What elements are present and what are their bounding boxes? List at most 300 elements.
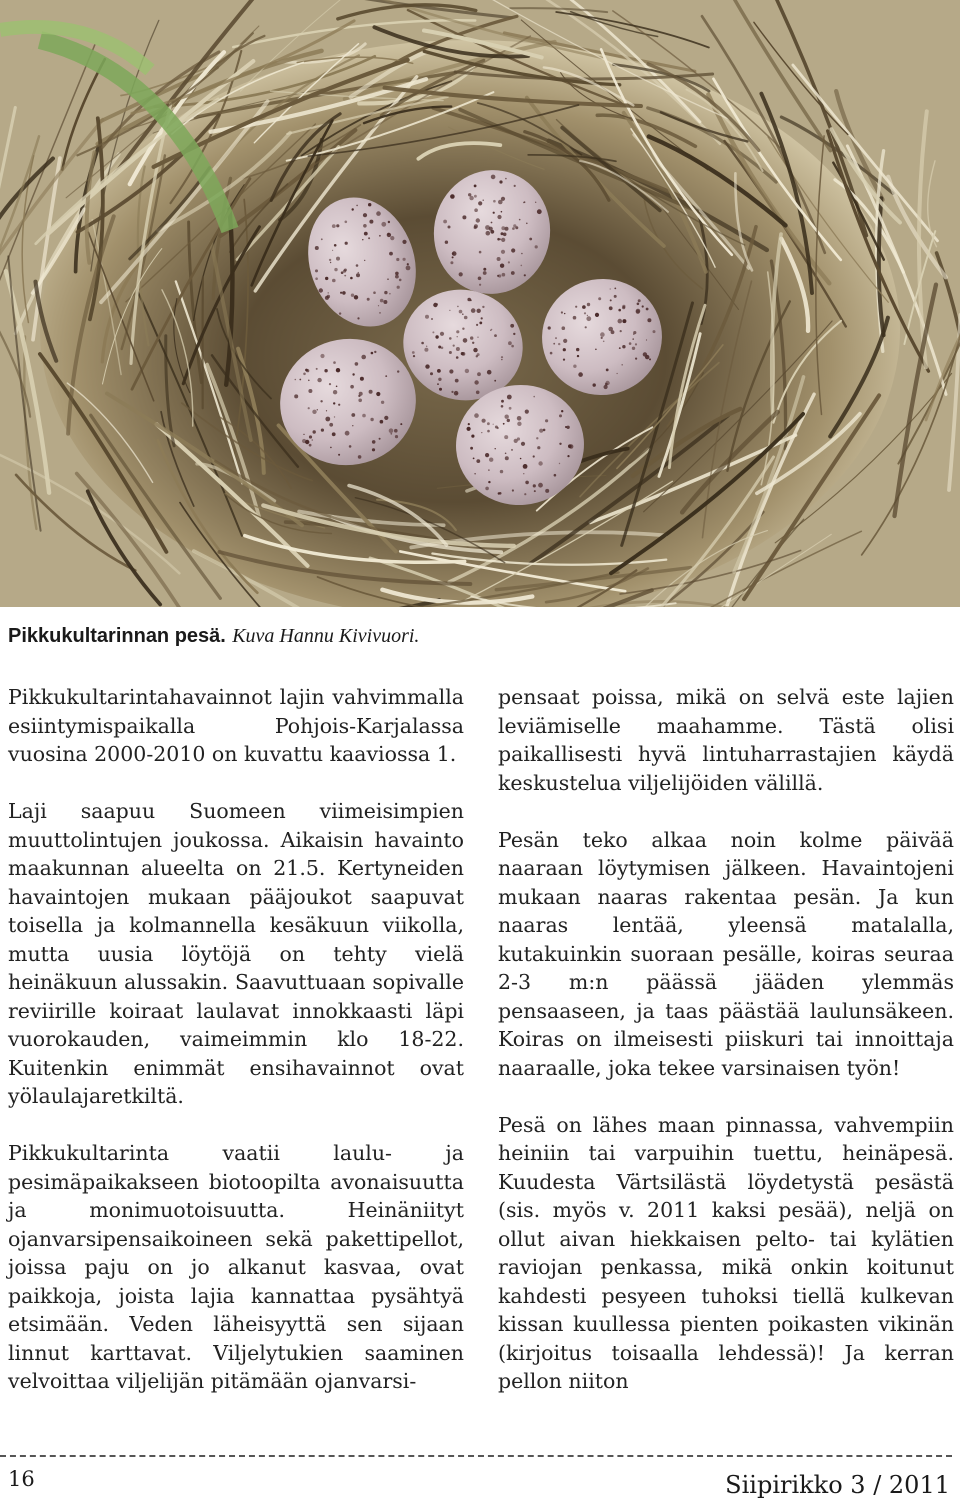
egg-speckle [312, 410, 316, 414]
egg-speckle [511, 345, 514, 348]
egg-speckle [491, 329, 492, 330]
egg-speckle [561, 311, 563, 313]
egg-speckle [470, 336, 473, 339]
egg-speckle [508, 341, 512, 345]
egg-speckle [471, 308, 476, 313]
egg-speckle [384, 416, 388, 420]
egg-speckle [497, 215, 501, 219]
egg-speckle [319, 288, 323, 292]
egg-speckle [336, 257, 340, 261]
egg-speckle [502, 273, 506, 277]
caption-label: Pikkukultarinnan pesä. [8, 625, 226, 647]
egg-speckle [622, 306, 625, 309]
egg-speckle [606, 369, 609, 372]
egg-speckle [487, 370, 492, 375]
egg-speckle [474, 208, 478, 212]
egg-speckle [380, 420, 384, 424]
egg-speckle [474, 226, 477, 229]
egg-speckle [559, 443, 561, 445]
egg-speckle [451, 391, 453, 393]
egg-speckle [396, 258, 399, 261]
egg-speckle [324, 369, 327, 372]
egg-speckle [497, 257, 501, 261]
egg-speckle [587, 315, 588, 316]
egg-speckle [334, 244, 337, 247]
egg-speckle [374, 351, 376, 353]
egg-speckle [379, 312, 380, 313]
egg-speckle [329, 259, 331, 261]
egg-speckle [456, 356, 459, 359]
egg-speckle [521, 442, 525, 446]
egg-speckle [395, 435, 398, 438]
egg-speckle [345, 221, 348, 224]
egg-speckle [387, 233, 389, 235]
egg-speckle [604, 385, 608, 389]
egg-speckle [569, 444, 574, 449]
egg-speckle [403, 258, 406, 261]
egg-speckle [456, 347, 460, 351]
egg-speckle [469, 196, 473, 200]
egg-speckle [567, 455, 569, 457]
egg-speckle [485, 487, 489, 491]
egg-speckle [493, 424, 494, 425]
egg-speckle [350, 277, 353, 280]
egg-speckle [529, 238, 532, 241]
egg-speckle [474, 185, 477, 188]
egg-speckle [595, 313, 599, 317]
egg-speckle [577, 355, 579, 357]
paragraph: Laji saapuu Suomeen viimeisimpien muuttolintujen joukossa. Aikaisin havainto maakunnan alueelta on 21.5. Kertyneiden havaintojen mukaan pääjoukot saapuvat toisella ja kolmannella kesäkuun viikolla, mutta uusia löytöjä on tehty vielä heinäkuun alussakin. Saavuttuaan sopivalle reviirille koiraat laulavat innokkaasti läpi vuorokauden, vaimeimmin klo 18-22. Kuitenkin enimmät ensihavainnot ovat yölaulajaretkiltä. [8, 799, 464, 1108]
egg-speckle [308, 389, 312, 393]
egg-speckle [453, 345, 455, 347]
egg-speckle [309, 444, 312, 447]
egg-speckle [645, 355, 649, 359]
egg-speckle [525, 410, 529, 414]
egg-speckle [501, 250, 505, 254]
egg-speckle [649, 358, 651, 360]
egg-speckle [573, 365, 576, 368]
egg-speckle [614, 295, 617, 298]
egg-speckle [633, 334, 634, 335]
egg-speckle [357, 317, 359, 319]
egg-speckle [488, 481, 490, 483]
egg-speckle [340, 292, 342, 294]
egg-speckle [489, 458, 493, 462]
egg-speckle [485, 225, 490, 230]
egg-speckle [598, 297, 601, 300]
egg-speckle [454, 391, 459, 396]
egg-speckle [535, 245, 538, 248]
egg-speckle [315, 269, 318, 272]
egg-speckle [333, 390, 337, 394]
egg-speckle [603, 341, 605, 343]
egg-speckle [562, 326, 566, 330]
egg-speckle [468, 423, 470, 425]
egg-speckle [449, 351, 452, 354]
egg-speckle [332, 279, 336, 283]
egg-speckle [352, 425, 353, 426]
egg-speckle [635, 343, 637, 345]
egg-speckle [510, 324, 514, 328]
egg-speckle [299, 379, 301, 381]
egg-speckle [498, 200, 503, 205]
egg-speckle [479, 284, 481, 286]
egg-speckle [501, 238, 505, 242]
egg-speckle [507, 395, 512, 400]
egg-speckle [351, 294, 354, 297]
egg-speckle [352, 208, 354, 210]
photo-caption [8, 622, 952, 649]
egg-speckle [501, 226, 505, 230]
egg-speckle [303, 373, 306, 376]
egg-speckle [646, 308, 649, 311]
egg-speckle [358, 399, 362, 403]
egg-speckle [400, 423, 402, 425]
egg-speckle [432, 331, 434, 333]
egg-speckle [449, 369, 453, 373]
egg-speckle [412, 351, 415, 354]
egg-speckle [474, 473, 475, 474]
egg-speckle [638, 299, 641, 302]
egg-speckle [524, 274, 526, 276]
egg-speckle [372, 440, 376, 444]
egg-speckle [478, 277, 482, 281]
egg-speckle [481, 317, 483, 319]
egg-speckle [325, 296, 329, 300]
egg-speckle [373, 291, 376, 294]
egg-speckle [637, 303, 640, 306]
egg-speckle [381, 222, 386, 227]
egg-speckle [501, 405, 504, 408]
egg-speckle [507, 419, 510, 422]
egg-speckle [503, 233, 507, 237]
egg-speckle [593, 383, 596, 386]
egg-speckle [513, 333, 515, 335]
egg-speckle [548, 326, 551, 329]
egg-speckle [533, 484, 536, 487]
egg-speckle [330, 262, 331, 263]
egg-speckle [351, 413, 355, 417]
egg-speckle [321, 238, 323, 240]
egg-speckle [413, 355, 415, 357]
egg-speckle [521, 253, 523, 255]
egg-speckle [387, 278, 389, 280]
egg-speckle [523, 464, 528, 469]
egg-speckle [500, 264, 504, 268]
egg-speckle [341, 271, 344, 274]
egg-speckle [338, 404, 340, 406]
egg-speckle [514, 439, 518, 443]
egg-speckle [619, 347, 621, 349]
egg-speckle [395, 275, 399, 279]
egg-speckle [320, 354, 324, 358]
egg-speckle [501, 211, 503, 213]
egg-speckle [512, 227, 515, 230]
egg-speckle [629, 342, 632, 345]
egg-speckle [455, 379, 459, 383]
egg-speckle [425, 315, 429, 319]
egg-speckle [483, 268, 486, 271]
egg-speckle [563, 359, 565, 361]
egg-speckle [536, 437, 538, 439]
egg-speckle [635, 358, 637, 360]
egg-speckle [486, 231, 491, 236]
egg-speckle [495, 448, 496, 449]
egg-speckle [421, 342, 424, 345]
egg-speckle [491, 222, 493, 224]
egg-speckle [477, 337, 478, 338]
egg-speckle [369, 390, 373, 394]
egg-speckle [476, 218, 480, 222]
egg-speckle [437, 369, 441, 373]
egg-speckle [584, 312, 586, 314]
egg-speckle [545, 419, 548, 422]
egg-speckle [470, 447, 473, 450]
egg-speckle [344, 275, 346, 277]
egg-speckle [334, 268, 337, 271]
egg-speckle [494, 334, 497, 337]
egg-speckle [376, 211, 381, 216]
egg-speckle [462, 352, 466, 356]
egg-speckle [595, 349, 597, 351]
egg-speckle [345, 431, 350, 436]
egg-speckle [452, 256, 454, 258]
egg-speckle [315, 277, 318, 280]
egg-speckle [563, 348, 566, 351]
egg-speckle [481, 432, 482, 433]
egg-speckle [504, 435, 508, 439]
egg-speckle [482, 419, 486, 423]
egg-speckle [320, 400, 322, 402]
egg-speckle [468, 193, 471, 196]
egg-speckle [338, 454, 340, 456]
egg-speckle [553, 343, 555, 345]
egg-speckle [503, 423, 505, 425]
egg-speckle [344, 269, 347, 272]
egg-speckle [472, 342, 474, 344]
egg-speckle [457, 336, 458, 337]
egg-speckle [622, 319, 626, 323]
egg-speckle [402, 240, 406, 244]
egg-speckle [620, 330, 622, 332]
egg-speckle [525, 481, 529, 485]
egg-speckle [608, 327, 613, 332]
egg-speckle [465, 369, 469, 373]
egg-speckle [474, 380, 478, 384]
egg-speckle [494, 380, 496, 382]
egg-speckle [452, 252, 454, 254]
egg-speckle [317, 378, 321, 382]
egg-speckle [515, 226, 518, 229]
right-column [498, 683, 954, 1396]
egg-speckle [554, 474, 557, 477]
egg-speckle [534, 490, 536, 492]
egg-speckle [381, 401, 384, 404]
egg-speckle [497, 238, 500, 241]
egg-speckle [505, 415, 509, 419]
page-number: 16 [8, 1467, 35, 1491]
egg-speckle [364, 232, 368, 236]
egg-speckle [559, 463, 560, 464]
egg-speckle [498, 274, 501, 277]
egg-speckle [395, 272, 399, 276]
egg-speckle [501, 356, 503, 358]
footer-divider [0, 1455, 952, 1457]
egg-speckle [450, 194, 455, 199]
egg-speckle [632, 338, 634, 340]
egg-speckle [426, 346, 427, 347]
egg-speckle [473, 348, 477, 352]
egg-speckle [308, 380, 310, 382]
egg-speckle [487, 422, 490, 425]
egg-speckle [334, 416, 335, 417]
egg-speckle [533, 396, 535, 398]
egg-speckle [368, 203, 371, 206]
egg-speckle [483, 271, 487, 275]
egg-speckle [342, 291, 346, 295]
egg-speckle [456, 330, 459, 333]
egg-speckle [305, 369, 308, 372]
egg-speckle [474, 195, 477, 198]
egg-speckle [336, 368, 340, 372]
egg-speckle [462, 328, 464, 330]
egg-speckle [476, 324, 478, 326]
egg-speckle [477, 353, 480, 356]
egg-speckle [462, 313, 464, 315]
egg-speckle [368, 237, 370, 239]
egg-speckle [501, 359, 502, 360]
egg-speckle [308, 407, 310, 409]
egg-speckle [555, 337, 557, 339]
egg-speckle [399, 279, 402, 282]
egg-speckle [463, 338, 468, 343]
egg-speckle [538, 461, 542, 465]
egg-speckle [488, 469, 490, 471]
egg-speckle [495, 426, 498, 429]
egg-speckle [332, 432, 336, 436]
egg-speckle [336, 224, 339, 227]
egg-speckle [321, 429, 324, 432]
egg-speckle [485, 453, 489, 457]
egg-speckle [438, 378, 441, 381]
egg-speckle [407, 263, 409, 265]
egg-speckle [479, 322, 482, 325]
egg-speckle [435, 335, 438, 338]
egg-speckle [482, 306, 484, 308]
egg-speckle [537, 446, 540, 449]
egg-speckle [563, 339, 567, 343]
egg-speckle [537, 209, 542, 214]
egg-speckle [313, 430, 316, 433]
egg-speckle [483, 200, 484, 201]
egg-speckle [389, 428, 394, 433]
egg-speckle [457, 306, 459, 308]
egg-speckle [330, 447, 332, 449]
egg-speckle [445, 241, 448, 244]
egg-speckle [329, 383, 331, 385]
egg-speckle [501, 400, 504, 403]
egg-speckle [380, 299, 384, 303]
paragraph: Pesän teko alkaa noin kolme päivää naaraan löytymisen jälkeen. Havaintojeni mukaan naaras rakentaa pesän. Ja kun naaras lentää, yleensä matalalla, kutakuinkin suoraan pesälle, koiras seuraa 2-3 m:n päässä jääden ylemmäs pensaaseen, ja taas päästää laulunsäkeen. Koiras on ilmeisesti piiskuri tai innoittaja naaraalle, joka tekee varsinaisen työn! [498, 827, 954, 1080]
paragraph: Pikkukultarinta vaatii laulu- ja pesimäpaikakseen biotoopilta avonaisuutta ja monimuotoisuutta. Heinäniityt ojanvarsipensaikoineen sekä pakettipellot, joissa paju on jo alkanut kasvaa, ovat paikkoja, joista lajia kannattaa pysähtyä etsimään. Veden läheisyyttä sen sijaan linnut karttavat. Viljelytukien saaminen velvoittaa viljelijän pitämään ojanvarsi- [8, 1141, 464, 1393]
egg-speckle [316, 368, 318, 370]
egg-speckle [349, 445, 352, 448]
egg-speckle [511, 248, 515, 252]
egg-speckle [328, 292, 329, 293]
egg-speckle [397, 286, 400, 289]
egg-speckle [512, 489, 514, 491]
egg-speckle [358, 395, 360, 397]
paragraph: pensaat poissa, mikä on selvä este lajien leviämiselle maahamme. Tästä olisi paikallisesti hyvä lintuharrastajien käydä keskustelua viljelijöiden välillä. [498, 685, 954, 795]
egg-speckle [336, 386, 338, 388]
egg-speckle [526, 223, 528, 225]
egg-speckle [508, 261, 510, 263]
egg-speckle [437, 383, 439, 385]
egg-speckle [479, 251, 482, 254]
egg-speckle [363, 213, 367, 217]
egg-speckle [471, 435, 474, 438]
egg-speckle [459, 310, 463, 314]
egg-speckle [333, 361, 336, 364]
egg-speckle [511, 449, 513, 451]
egg-speckle [561, 410, 563, 412]
egg-speckle [424, 348, 428, 352]
egg-speckle [545, 489, 549, 493]
egg-speckle [601, 337, 603, 339]
egg-speckle [647, 318, 651, 322]
egg-speckle [605, 381, 609, 385]
egg-speckle [499, 180, 502, 183]
paragraph: Pikkukultarintahavainnot lajin vahvimmalla esiintymispaikalla Pohjois-Karjalassa vuosina 2000-2010 on kuvattu kaaviossa 1. [8, 685, 464, 766]
egg-speckle [436, 303, 438, 305]
egg-speckle [367, 298, 370, 301]
egg-speckle [356, 273, 360, 277]
egg-speckle [576, 348, 579, 351]
egg-speckle [361, 355, 366, 360]
egg-speckle [564, 313, 565, 314]
egg-speckle [355, 362, 359, 366]
egg-speckle [550, 352, 553, 355]
egg-speckle [358, 455, 362, 459]
egg-speckle [582, 305, 586, 309]
egg-speckle [505, 453, 507, 455]
egg-speckle [464, 316, 468, 320]
egg-speckle [352, 373, 354, 375]
egg-speckle [618, 319, 623, 324]
egg-speckle [610, 288, 611, 289]
egg-speckle [325, 277, 328, 280]
egg-speckle [505, 178, 507, 180]
egg-speckle [309, 435, 312, 438]
egg-speckle [345, 242, 348, 245]
egg-speckle [390, 236, 394, 240]
egg-speckle [575, 306, 577, 308]
egg-speckle [609, 306, 613, 310]
egg-speckle [358, 272, 359, 273]
egg-speckle [332, 250, 333, 251]
egg-speckle [511, 271, 515, 275]
egg-speckle [339, 312, 341, 314]
egg-speckle [369, 220, 373, 224]
egg-speckle [315, 246, 319, 250]
egg-speckle [621, 364, 623, 366]
egg-speckle [477, 309, 481, 313]
egg-speckle [566, 426, 569, 429]
egg-speckle [363, 224, 367, 228]
egg-speckle [487, 430, 490, 433]
egg-speckle [524, 493, 526, 495]
egg-speckle [491, 175, 496, 180]
